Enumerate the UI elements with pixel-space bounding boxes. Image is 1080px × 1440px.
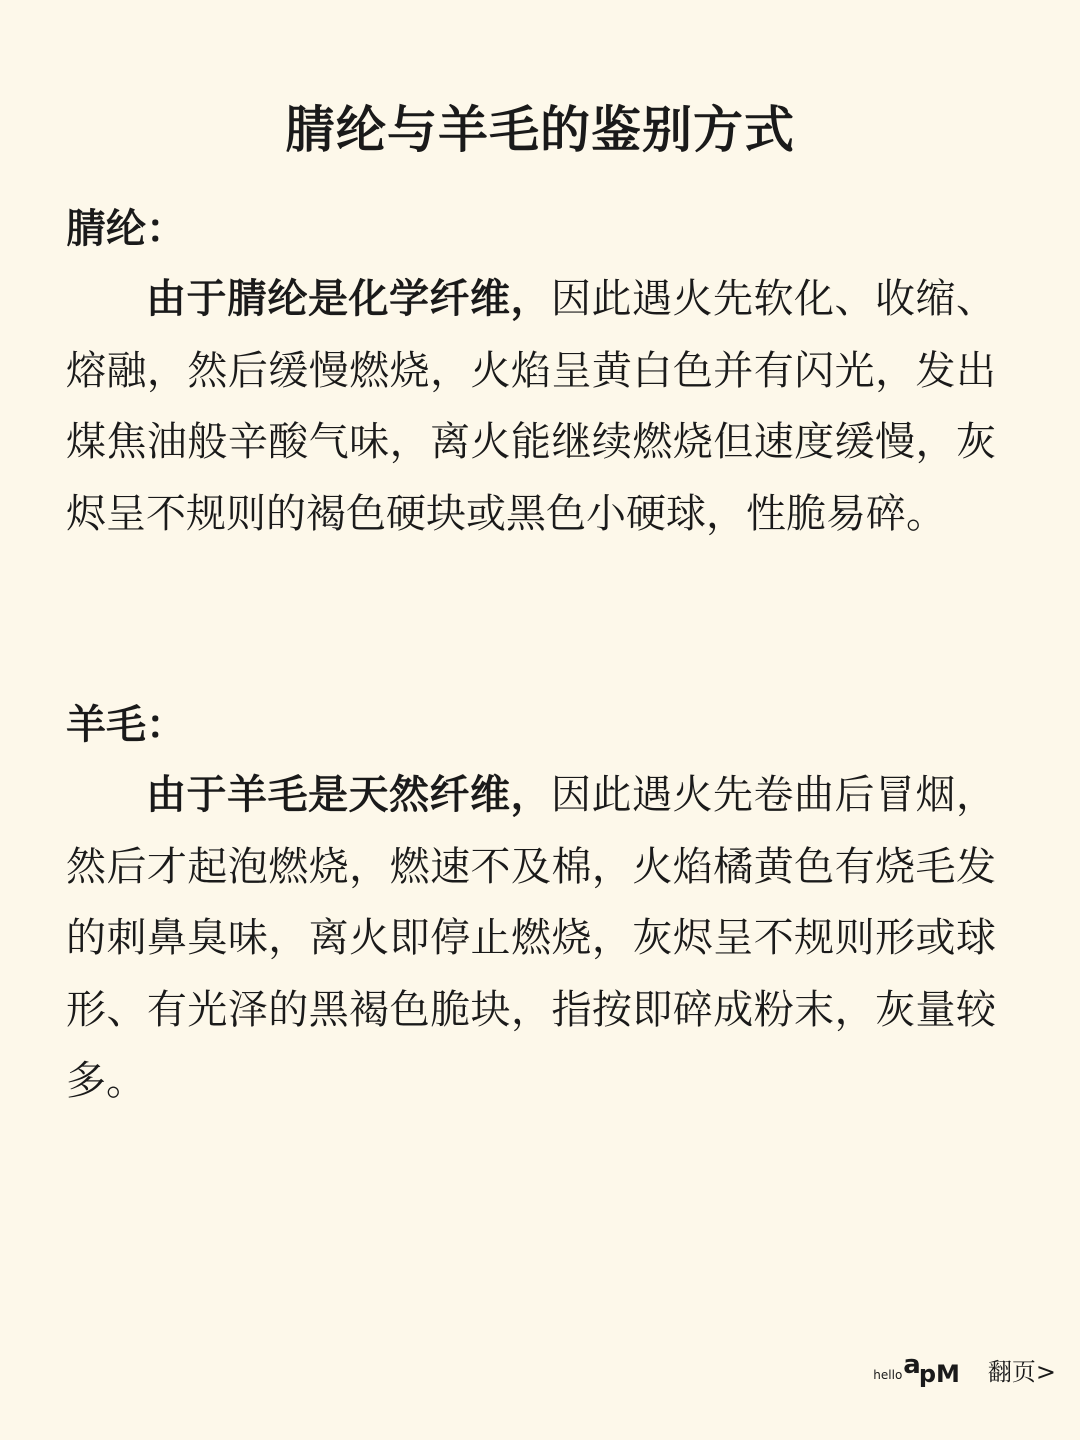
logo-a-text: a	[903, 1350, 921, 1380]
footer	[873, 1352, 1056, 1392]
section-heading: 腈纶：	[66, 206, 186, 252]
paragraph-body: 因此遇火先软化、收缩、熔融，然后缓慢燃烧，火焰呈黄白色并有闪光，发出煤焦油般辛酸气味，离火能继续燃烧但速度缓慢，灰烬呈不规则的褐色硬块或黑色小硬球，性脆易碎。	[66, 276, 996, 537]
brand-logo	[873, 1352, 960, 1392]
section-wool	[66, 690, 996, 1118]
logo-hello-text: hello	[873, 1368, 903, 1382]
next-page-button[interactable]: 翻页>	[987, 1358, 1056, 1386]
paragraph-body: 因此遇火先卷曲后冒烟，然后才起泡燃烧，燃速不及棉，火焰橘黄色有烧毛发的刺鼻臭味，离火即停止燃烧，灰烬呈不规则形或球形、有光泽的黑褐色脆块，指按即碎成粉末，灰量较多。	[66, 772, 996, 1104]
paragraph-lead: 由于腈纶是化学纤维，	[146, 276, 551, 322]
section-paragraph	[66, 760, 996, 1118]
logo-pm-text: pM	[918, 1360, 960, 1388]
section-nitrile	[66, 194, 996, 550]
page-title: 腈纶与羊毛的鉴别方式	[285, 101, 795, 159]
section-heading: 羊毛：	[66, 702, 186, 748]
section-paragraph	[66, 264, 996, 550]
paragraph-lead: 由于羊毛是天然纤维，	[146, 772, 551, 818]
